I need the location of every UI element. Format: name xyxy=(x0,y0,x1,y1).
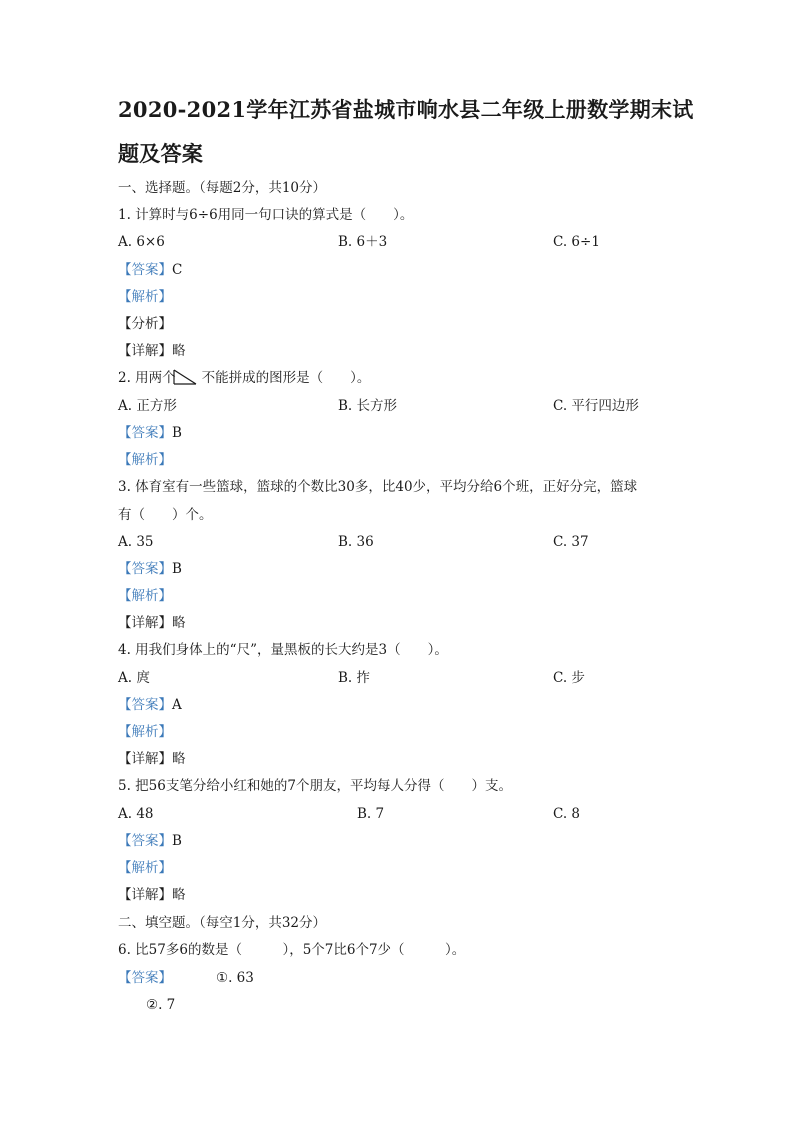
question-1-option-b: B. 6＋3 xyxy=(338,234,388,250)
question-4-answer: A xyxy=(172,697,182,713)
detail-tag: 【详解】 xyxy=(118,887,172,903)
question-2-answer: B xyxy=(172,425,182,441)
question-3-option-b: B. 36 xyxy=(338,534,374,550)
question-3-option-a: A. 35 xyxy=(118,534,154,550)
question-1-stem: 1. 计算时与6÷6用同一句口诀的算式是（ ）。 xyxy=(118,207,414,223)
detail-tag: 【详解】 xyxy=(118,751,172,767)
question-1-answer-row xyxy=(118,260,182,280)
question-3-stem-line-2: 有（ ）个。 xyxy=(118,507,213,523)
question-2-option-c: C. 平行四边形 xyxy=(553,398,639,414)
question-4-detail-row xyxy=(118,749,186,769)
question-5-option-a: A. 48 xyxy=(118,806,154,822)
question-4-stem: 4. 用我们身体上的“尺”，量黑板的长大约是3（ ）。 xyxy=(118,642,448,658)
question-2-answer-row xyxy=(118,423,182,443)
question-4-option-a: A. 庹 xyxy=(118,670,150,686)
question-3-detail-row xyxy=(118,613,186,633)
question-5-answer: B xyxy=(172,833,182,849)
question-6-stem: 6. 比57多6的数是（ ），5个7比6个7少（ ）。 xyxy=(118,942,466,958)
question-1-option-a: A. 6×6 xyxy=(118,234,165,250)
analysis-tag: 【解析】 xyxy=(118,452,172,468)
section-2-heading: 二、填空题。（每空1分，共32分） xyxy=(118,915,327,931)
detail-text: 略 xyxy=(172,615,186,631)
analysis-tag: 【解析】 xyxy=(118,588,172,604)
fenxi-tag: 【分析】 xyxy=(118,316,172,332)
document-title-line-1: 2020-2021学年江苏省盐城市响水县二年级上册数学期末试 xyxy=(118,97,694,122)
answer-tag: 【答案】 xyxy=(118,561,172,577)
question-3-analysis-row xyxy=(118,586,172,606)
answer-tag: 【答案】 xyxy=(118,833,172,849)
question-1-fenxi-row xyxy=(118,314,172,334)
analysis-tag: 【解析】 xyxy=(118,289,172,305)
question-1-answer: C xyxy=(172,262,183,278)
question-2-stem xyxy=(118,368,370,388)
detail-text: 略 xyxy=(172,887,186,903)
question-6-solution-2: ②. 7 xyxy=(146,997,176,1013)
question-3-stem-line-1: 3. 体育室有一些篮球，篮球的个数比30多，比40少，平均分给6个班，正好分完，篮球 xyxy=(118,479,638,495)
detail-text: 略 xyxy=(172,343,186,359)
question-4-option-c: C. 步 xyxy=(553,670,585,686)
question-5-stem: 5. 把56支笔分给小红和她的7个朋友，平均每人分得（ ）支。 xyxy=(118,778,512,794)
question-3-option-c: C. 37 xyxy=(553,534,589,550)
question-2-stem-post: 不能拼成的图形是（ ）。 xyxy=(201,370,371,386)
question-5-detail-row xyxy=(118,885,186,905)
question-2-option-a: A. 正方形 xyxy=(118,398,177,414)
answer-tag: 【答案】 xyxy=(118,262,172,278)
question-3-answer: B xyxy=(172,561,182,577)
question-4-option-b: B. 拃 xyxy=(338,670,371,686)
document-title-line-2: 题及答案 xyxy=(118,141,204,166)
question-1-detail-row xyxy=(118,341,186,361)
question-5-option-b: B. 7 xyxy=(357,806,385,822)
question-4-answer-row xyxy=(118,695,182,715)
question-1-option-c: C. 6÷1 xyxy=(553,234,600,250)
detail-tag: 【详解】 xyxy=(118,615,172,631)
question-5-option-c: C. 8 xyxy=(553,806,581,822)
analysis-tag: 【解析】 xyxy=(118,724,172,740)
answer-tag: 【答案】 xyxy=(118,425,172,441)
question-2-option-b: B. 长方形 xyxy=(338,398,398,414)
detail-tag: 【详解】 xyxy=(118,343,172,359)
question-5-analysis-row xyxy=(118,858,172,878)
question-3-answer-row xyxy=(118,559,182,579)
question-1-analysis-row xyxy=(118,287,172,307)
question-6-solution-1: ①. 63 xyxy=(216,970,254,986)
analysis-tag: 【解析】 xyxy=(118,860,172,876)
question-4-analysis-row xyxy=(118,722,172,742)
right-triangle-icon xyxy=(172,368,198,386)
question-2-analysis-row xyxy=(118,450,172,470)
answer-tag: 【答案】 xyxy=(118,970,172,986)
answer-tag: 【答案】 xyxy=(118,697,172,713)
question-2-stem-pre: 2. 用两个 xyxy=(118,370,176,386)
section-1-heading: 一、选择题。（每题2分，共10分） xyxy=(118,180,327,196)
detail-text: 略 xyxy=(172,751,186,767)
question-6-answer-row xyxy=(118,968,172,988)
question-5-answer-row xyxy=(118,831,182,851)
